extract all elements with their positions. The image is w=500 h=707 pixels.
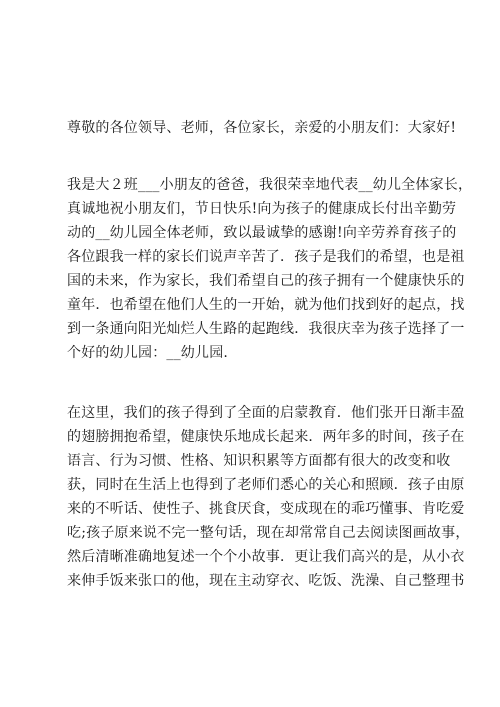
paragraph-2-line-5: 来的不听话、使性子、挑食厌食，变成现在的乖巧懂事、肯吃爱 [67,501,465,517]
paragraph-2-line-3: 语言、行为习惯、性格、知识积累等方面都有很大的改变和收 [67,453,451,469]
paragraph-2-line-8: 来伸手饭来张口的他，现在主动穿衣、吃饭、洗澡、自己整理书 [67,573,465,589]
paragraph-2-line-1: 在这里，我们的孩子得到了全面的启蒙教育．他们张开日渐丰盈 [67,405,465,421]
paragraph-1-line-3: 动的__幼儿园全体老师，致以最诚挚的感谢!向辛劳养育孩子的 [67,225,457,241]
greeting-line: 尊敬的各位领导、老师，各位家长，亲爱的小朋友们：大家好! [67,120,457,136]
paragraph-1-line-2: 真诚地祝小朋友们，节日快乐!向为孩子的健康成长付出辛勤劳 [67,201,457,217]
paragraph-2-line-6: 吃;孩子原来说不完一整句话，现在却常常自己去阅读图画故事， [67,525,470,541]
paragraph-1-line-6: 童年．也希望在他们人生的一开始，就为他们找到好的起点，找 [67,297,465,313]
paragraph-1-line-5: 国的未来，作为家长，我们希望自己的孩子拥有一个健康快乐的 [67,273,465,289]
paragraph-2-line-7: 然后清晰准确地复述一个个小故事．更让我们高兴的是，从小衣 [67,549,465,565]
paragraph-1-line-7: 到一条通向阳光灿烂人生路的起跑线．我很庆幸为孩子选择了一 [67,321,465,337]
paragraph-2-line-4: 获，同时在生活上也得到了老师们悉心的关心和照顾．孩子由原 [67,477,465,493]
paragraph-1-line-4: 各位跟我一样的家长们说声辛苦了．孩子是我们的希望，也是祖 [67,249,465,265]
paragraph-1-line-8: 个好的幼儿园：__幼儿园. [67,345,229,361]
paragraph-2-line-2: 的翅膀拥抱希望，健康快乐地成长起来．两年多的时间，孩子在 [67,429,465,445]
paragraph-1-line-1: 我是大２班___小朋友的爸爸，我很荣幸地代表__幼儿全体家长， [67,177,473,193]
